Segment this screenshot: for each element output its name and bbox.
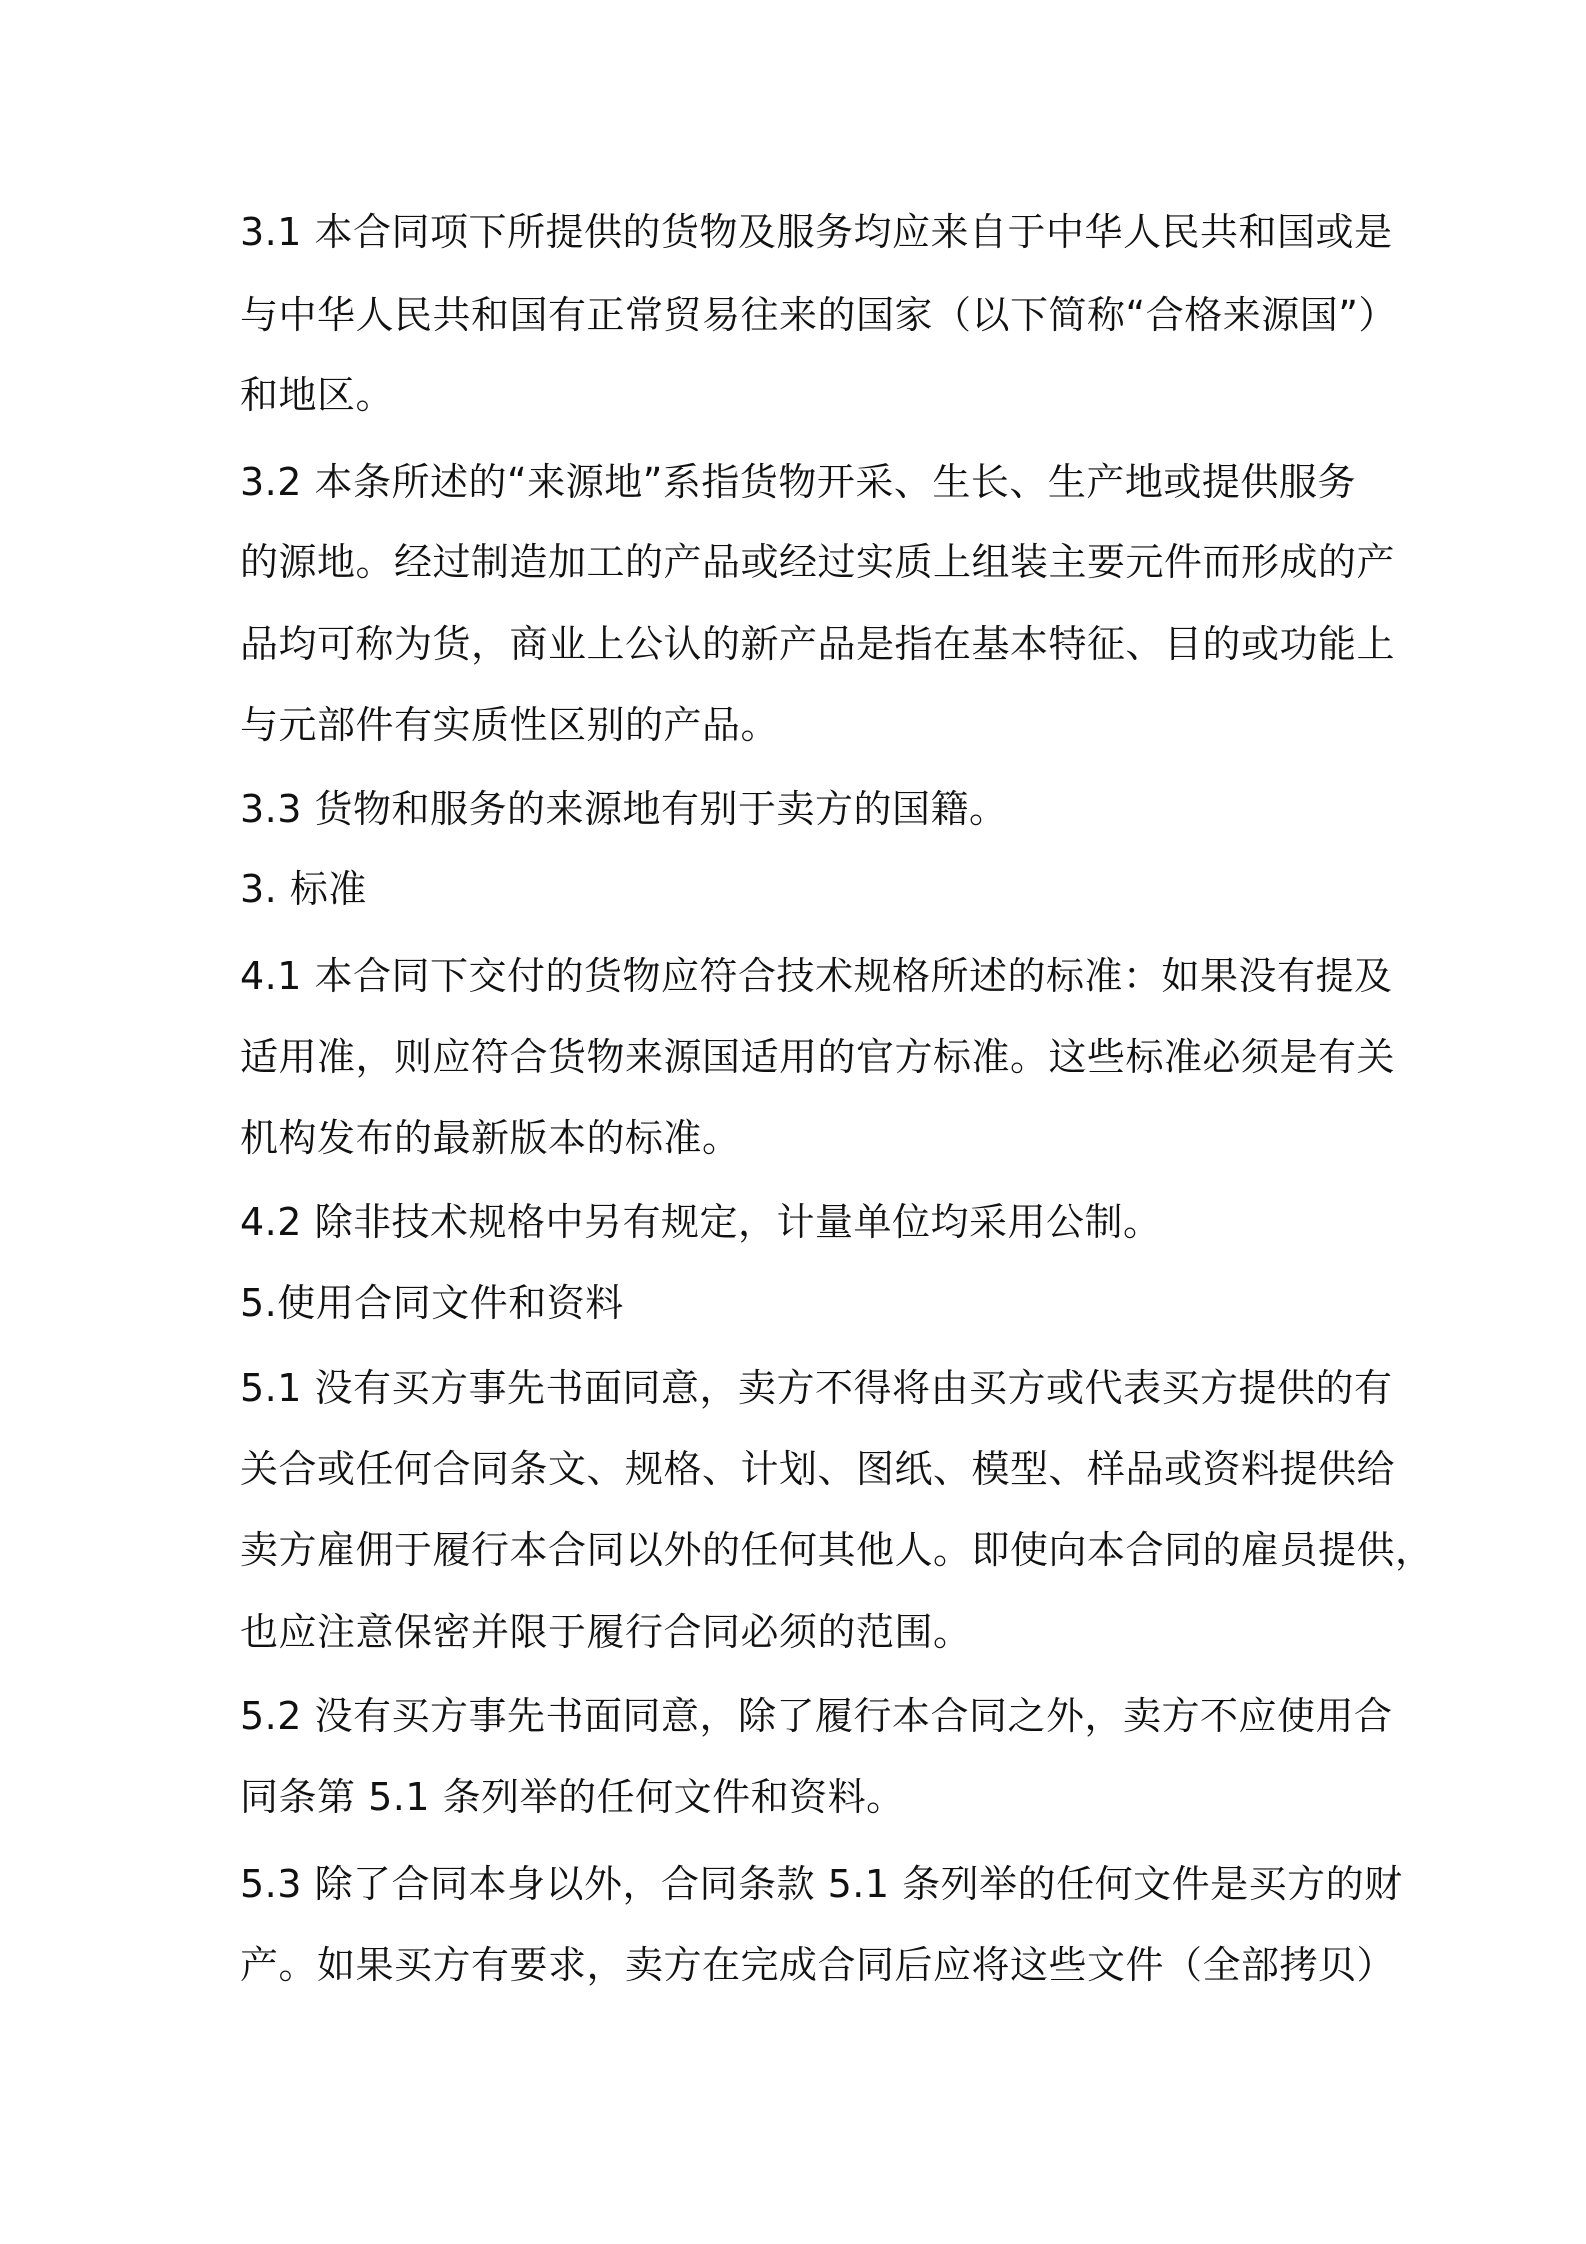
- text-line: 5.3 除了合同本身以外，合同条款 5.1 条列举的任何文件是买方的财: [240, 1862, 1403, 1906]
- text-line: 同条第 5.1 条列举的任何文件和资料。: [240, 1775, 905, 1819]
- text-line: 卖方雇佣于履行本合同以外的任何其他人。即使向本合同的雇员提供，: [240, 1528, 1434, 1572]
- text-line: 和地区。: [240, 373, 395, 417]
- text-line: 的源地。经过制造加工的产品或经过实质上组装主要元件而形成的产: [240, 540, 1396, 584]
- text-line: 关合或任何合同条文、规格、计划、图纸、模型、样品或资料提供给: [240, 1447, 1396, 1491]
- text-line: 机构发布的最新版本的标准。: [240, 1116, 741, 1160]
- text-line: 适用准，则应符合货物来源国适用的官方标准。这些标准必须是有关: [240, 1035, 1396, 1079]
- text-line: 4.1 本合同下交付的货物应符合技术规格所述的标准：如果没有提及: [240, 954, 1393, 998]
- text-line: 也应注意保密并限于履行合同必须的范围。: [240, 1610, 972, 1654]
- section-heading: 5.使用合同文件和资料: [240, 1281, 624, 1325]
- text-line: 3.2 本条所述的“来源地”系指货物开采、生长、生产地或提供服务: [240, 460, 1356, 504]
- text-line: 5.2 没有买方事先书面同意，除了履行本合同之外，卖方不应使用合: [240, 1694, 1393, 1738]
- text-line: 3.1 本合同项下所提供的货物及服务均应来自于中华人民共和国或是: [240, 210, 1393, 254]
- text-line: 5.1 没有买方事先书面同意，卖方不得将由买方或代表买方提供的有: [240, 1366, 1393, 1410]
- text-line: 与中华人民共和国有正常贸易往来的国家（以下简称“合格来源国”）: [240, 293, 1397, 337]
- section-heading: 3. 标准: [240, 867, 367, 911]
- text-line: 4.2 除非技术规格中另有规定，计量单位均采用公制。: [240, 1200, 1162, 1244]
- text-line: 品均可称为货，商业上公认的新产品是指在基本特征、目的或功能上: [240, 622, 1396, 666]
- text-line: 产。如果买方有要求，卖方在完成合同后应将这些文件（全部拷贝）: [240, 1943, 1396, 1987]
- text-line: 与元部件有实质性区别的产品。: [240, 703, 780, 747]
- text-line: 3.3 货物和服务的来源地有别于卖方的国籍。: [240, 787, 1008, 831]
